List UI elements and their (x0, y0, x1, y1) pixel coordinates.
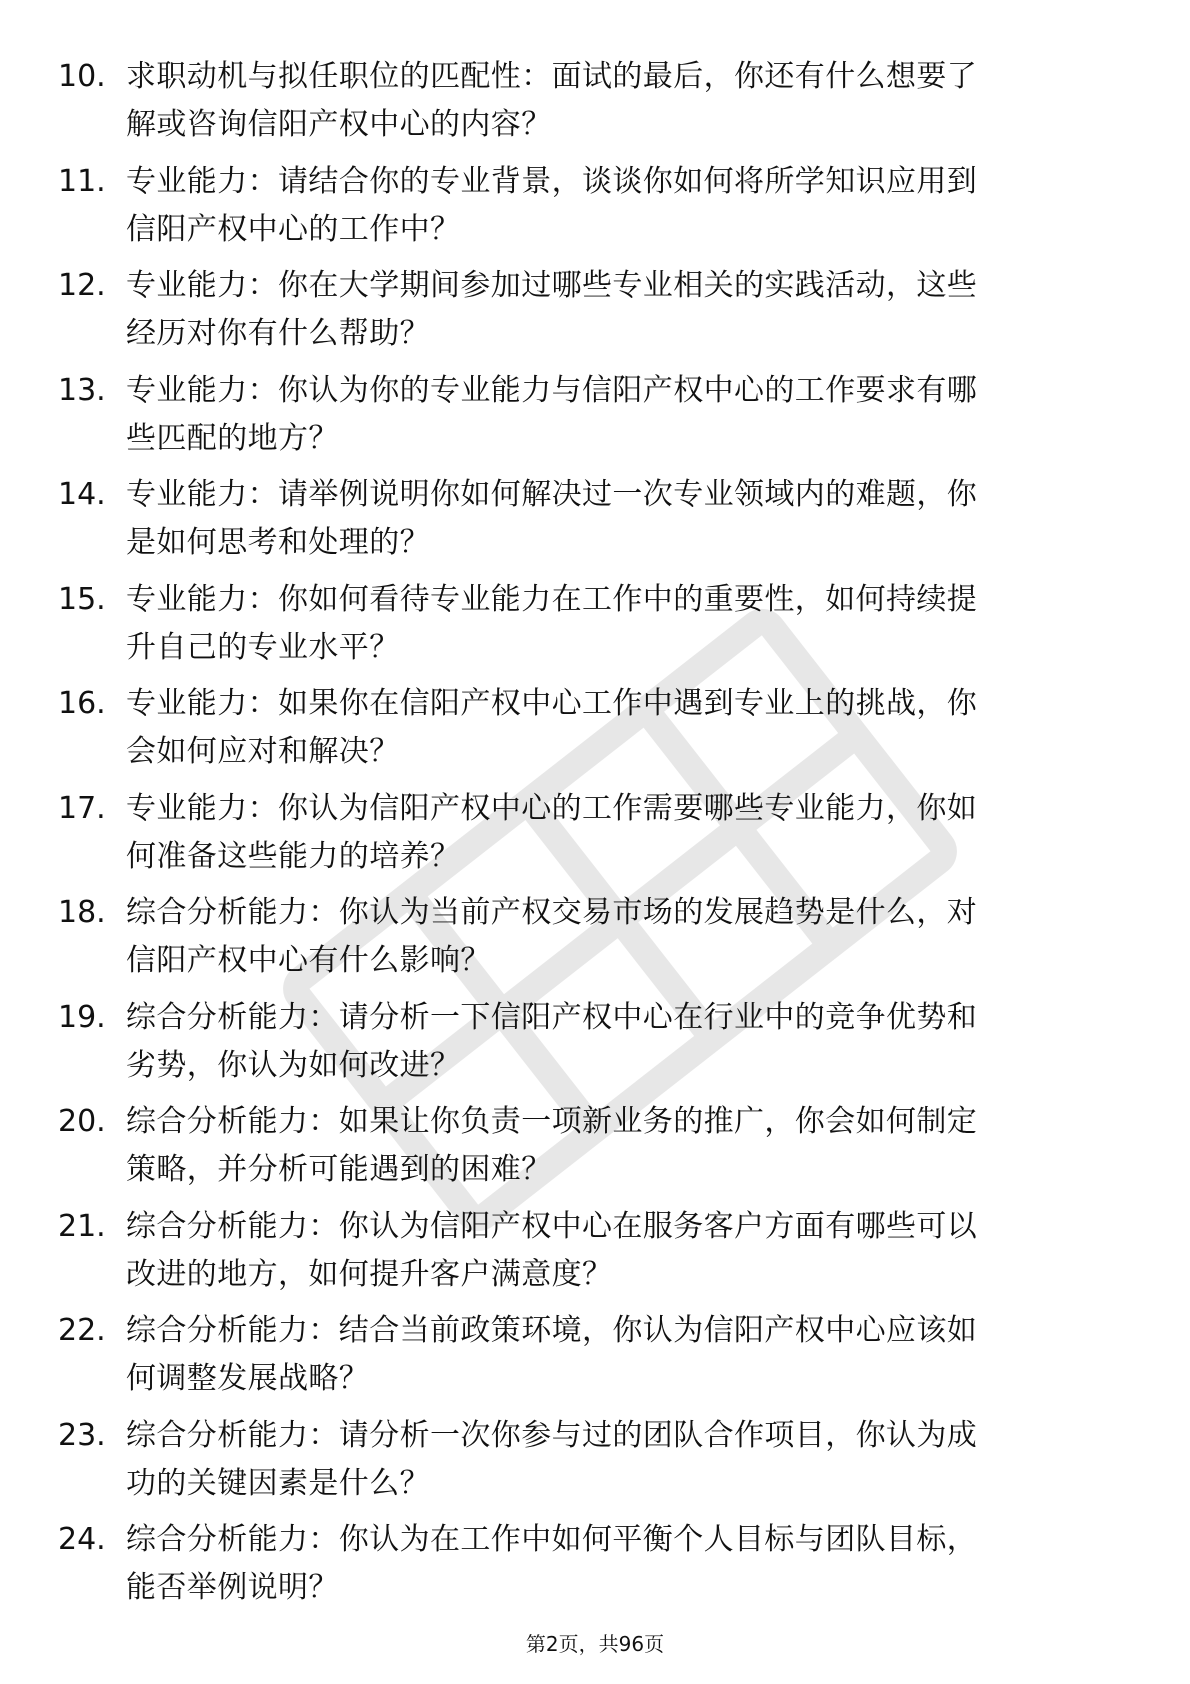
question-line: 综合分析能力：你认为信阳产权中心在服务客户方面有哪些可以 (126, 1208, 978, 1244)
question-line: 专业能力：你认为你的专业能力与信阳产权中心的工作要求有哪 (126, 372, 978, 408)
question-line: 综合分析能力：请分析一下信阳产权中心在行业中的竞争优势和 (126, 999, 978, 1035)
question-text (126, 1516, 1116, 1612)
question-text (126, 1412, 1116, 1508)
question-item (0, 994, 1190, 1090)
question-line: 些匹配的地方？ (126, 420, 339, 456)
question-item (0, 367, 1190, 463)
question-text (126, 576, 1116, 672)
question-line: 求职动机与拟任职位的匹配性：面试的最后，你还有什么想要了 (126, 59, 978, 94)
question-number: 16. (58, 686, 106, 721)
question-number: 23. (58, 1417, 106, 1453)
question-line: 何调整发展战略？ (126, 1361, 370, 1396)
question-line: 专业能力：你在大学期间参加过哪些专业相关的实践活动，这些 (126, 268, 978, 303)
question-line: 综合分析能力：你认为在工作中如何平衡个人目标与团队目标， (126, 1522, 978, 1557)
question-item (0, 1098, 1190, 1194)
question-number: 12. (58, 268, 106, 303)
question-line: 综合分析能力：请分析一次你参与过的团队合作项目，你认为成 (126, 1417, 978, 1453)
question-number: 11. (58, 163, 106, 199)
question-text (126, 1098, 1116, 1194)
question-line: 综合分析能力：如果让你负责一项新业务的推广，你会如何制定 (126, 1104, 978, 1139)
question-number: 17. (58, 790, 106, 826)
question-number: 15. (58, 581, 106, 617)
question-line: 经历对你有什么帮助？ (126, 316, 430, 351)
question-text (126, 53, 1116, 149)
question-text (126, 1307, 1116, 1403)
question-text (126, 785, 1116, 881)
question-number: 18. (58, 895, 106, 930)
question-item (0, 53, 1190, 149)
question-line: 专业能力：你认为信阳产权中心的工作需要哪些专业能力，你如 (126, 790, 978, 826)
question-number: 14. (58, 477, 106, 512)
question-line: 专业能力：如果你在信阳产权中心工作中遇到专业上的挑战，你 (126, 686, 978, 721)
question-item (0, 576, 1190, 672)
question-item (0, 1516, 1190, 1612)
question-text (126, 889, 1116, 985)
question-line: 解或咨询信阳产权中心的内容？ (126, 107, 552, 142)
question-line: 改进的地方，如何提升客户满意度？ (126, 1256, 613, 1292)
question-item (0, 1307, 1190, 1403)
question-item (0, 1203, 1190, 1299)
question-list (0, 53, 1190, 1621)
question-line: 综合分析能力：你认为当前产权交易市场的发展趋势是什么，对 (126, 895, 978, 930)
question-text (126, 367, 1116, 463)
question-text (126, 1203, 1116, 1299)
question-text (126, 158, 1116, 254)
question-line: 劣势，你认为如何改进？ (126, 1047, 461, 1083)
question-number: 19. (58, 999, 106, 1035)
question-text (126, 680, 1116, 776)
question-line: 是如何思考和处理的？ (126, 525, 430, 560)
question-text (126, 994, 1116, 1090)
question-number: 21. (58, 1208, 106, 1244)
question-item (0, 785, 1190, 881)
question-text (126, 262, 1116, 358)
question-line: 能否举例说明？ (126, 1570, 339, 1605)
question-item (0, 471, 1190, 567)
question-line: 功的关键因素是什么？ (126, 1465, 430, 1501)
question-line: 策略，并分析可能遇到的困难？ (126, 1152, 552, 1187)
question-item (0, 158, 1190, 254)
question-number: 13. (58, 372, 106, 408)
question-number: 24. (58, 1522, 106, 1557)
question-line: 何准备这些能力的培养？ (126, 838, 461, 874)
question-number: 20. (58, 1104, 106, 1139)
question-line: 综合分析能力：结合当前政策环境，你认为信阳产权中心应该如 (126, 1313, 978, 1348)
question-item (0, 680, 1190, 776)
question-line: 信阳产权中心有什么影响？ (126, 943, 491, 978)
question-line: 会如何应对和解决？ (126, 734, 400, 769)
question-line: 信阳产权中心的工作中？ (126, 211, 461, 247)
page-number-footer: 第2页，共96页 (525, 1632, 665, 1656)
question-number: 10. (58, 59, 106, 94)
question-item (0, 889, 1190, 985)
question-number: 22. (58, 1313, 106, 1348)
question-text (126, 471, 1116, 567)
question-item (0, 1412, 1190, 1508)
question-line: 专业能力：请结合你的专业背景，谈谈你如何将所学知识应用到 (126, 163, 978, 199)
question-line: 专业能力：请举例说明你如何解决过一次专业领域内的难题，你 (126, 477, 978, 512)
question-line: 升自己的专业水平？ (126, 629, 400, 665)
question-item (0, 262, 1190, 358)
question-line: 专业能力：你如何看待专业能力在工作中的重要性，如何持续提 (126, 581, 978, 617)
